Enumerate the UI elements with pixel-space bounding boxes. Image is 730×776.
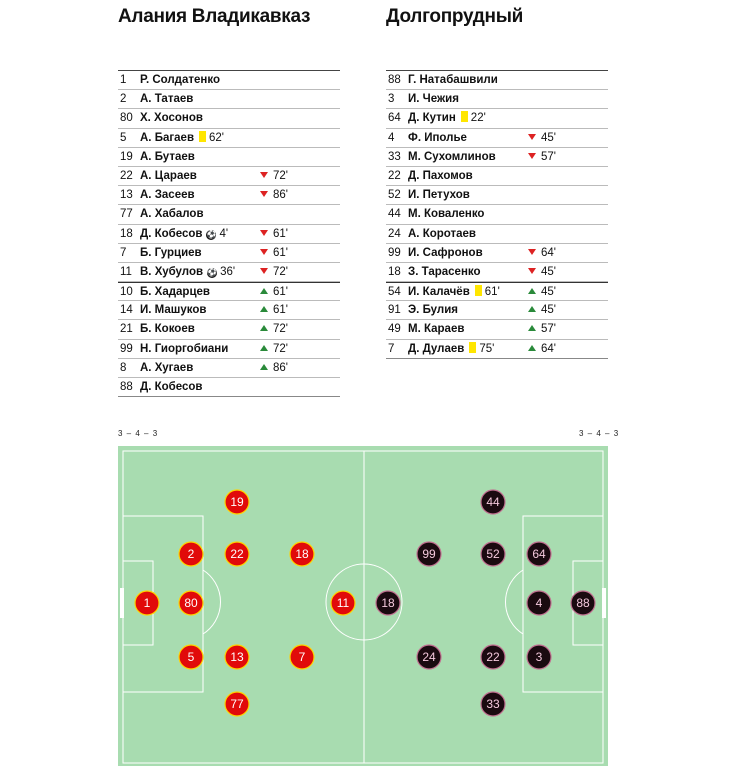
player-name [408,129,467,148]
token-number: 88 [576,596,590,610]
lineup-row [386,263,608,282]
sub-in-arrow-icon [260,345,268,351]
player-number: 54 [388,286,401,299]
player-number: 18 [120,227,133,240]
player-name-text: Б. Кокоев [140,323,195,336]
player-name-text: Б. Гурциев [140,246,202,259]
token-number: 18 [381,596,395,610]
player-name-text: М. Караев [408,323,465,336]
player-name [408,301,458,320]
sub-out-arrow-icon [260,268,268,274]
lineup-row [386,320,608,339]
sub-in-arrow-icon [528,306,536,312]
sub-in-arrow-icon [528,288,536,294]
lineup-row [118,244,340,263]
substitution [260,320,288,339]
substitution [528,340,556,359]
player-name-text: И. Петухов [408,189,470,202]
sub-in-arrow-icon [260,306,268,312]
token-number: 22 [230,547,244,561]
sub-minute: 57' [541,150,556,163]
lineup-row [118,186,340,205]
yellow-card-icon [469,342,476,353]
pitch-diagram [118,446,608,766]
lineup-row [118,301,340,320]
token-number: 24 [422,650,436,664]
token-number: 99 [422,547,436,561]
sub-minute: 61' [273,304,288,317]
sub-out-arrow-icon [528,153,536,159]
lineup-row [118,129,340,148]
substitution [260,340,288,359]
goal-ball-icon: ⚽ [206,229,217,239]
sub-in-arrow-icon [260,325,268,331]
away-team-title: Долгопрудный [386,6,524,27]
token-number: 33 [486,697,500,711]
sub-minute: 64' [541,342,556,355]
lineup-row [118,148,340,167]
player-number: 3 [388,93,395,106]
token-number: 13 [230,650,244,664]
player-name [140,205,204,224]
player-name-text: И. Чежия [408,93,459,106]
player-name-text: Д. Кутин [408,112,456,125]
player-number: 99 [120,342,133,355]
player-number: 21 [120,323,133,336]
lineup-row [118,263,340,282]
player-name [140,320,195,339]
card-minute: 22' [470,112,486,125]
away-player-token [571,591,595,615]
player-name-text: З. Тарасенко [408,265,481,278]
token-number: 64 [532,547,546,561]
away-player-token [376,591,400,615]
player-name-text: В. Хубулов [140,265,204,278]
player-name-text: Д. Дулаев [408,342,465,355]
token-number: 1 [143,596,151,610]
player-name [140,186,195,205]
sub-minute: 72' [273,265,288,278]
substitution [260,359,288,378]
player-name-text: А. Цараев [140,169,197,182]
sub-minute: 45' [541,265,556,278]
player-name [408,263,481,282]
player-name-text: Р. Солдатенко [140,74,220,86]
token-number: 18 [295,547,309,561]
sub-minute: 72' [273,323,288,336]
home-player-token [225,645,249,669]
lineup-row [118,282,340,301]
player-number: 22 [120,169,133,182]
lineup-row [386,71,608,90]
away-player-token [481,490,505,514]
player-number: 24 [388,227,401,240]
substitution [260,244,288,263]
pitch [118,446,608,766]
player-name [140,90,193,109]
player-number: 8 [120,361,127,374]
token-number: 11 [336,596,350,610]
away-player-token [417,542,441,566]
substitution [528,283,556,302]
token-number: 52 [486,547,500,561]
player-name [140,71,220,90]
player-number: 22 [388,169,401,182]
token-number: 2 [187,547,195,561]
player-name [140,129,224,148]
player-number: 88 [388,74,401,86]
player-name-text: А. Хабалов [140,208,204,221]
yellow-card-icon [461,111,468,122]
lineup-row [118,109,340,128]
player-name-text: М. Коваленко [408,208,485,221]
away-player-token [527,542,551,566]
sub-minute: 86' [273,189,288,202]
player-name-text: И. Машуков [140,304,207,317]
player-name [140,263,235,282]
sub-minute: 72' [273,342,288,355]
player-number: 1 [120,74,127,86]
sub-minute: 72' [273,169,288,182]
player-name [408,71,498,90]
token-number: 19 [230,495,244,509]
card-minute: 62' [209,131,225,144]
sub-in-arrow-icon [528,325,536,331]
sub-minute: 61' [273,227,288,240]
home-player-token [179,542,203,566]
player-number: 7 [120,246,127,259]
lineup-row [118,340,340,359]
sub-minute: 86' [273,361,288,374]
player-name-text: Д. Пахомов [408,169,473,182]
away-lineup-list [386,70,608,359]
substitution [260,167,288,186]
player-name [408,167,473,186]
sub-minute: 61' [273,246,288,259]
player-name-text: Э. Булия [408,304,459,317]
away-player-token [527,591,551,615]
player-number: 2 [120,93,127,106]
player-name [140,340,228,359]
home-player-token [290,645,314,669]
substitution [528,148,556,167]
player-number: 14 [120,304,133,317]
lineup-row [118,167,340,186]
lineup-row [386,167,608,186]
lineup-row [386,340,608,359]
token-number: 44 [486,495,500,509]
away-formation: 3 – 4 – 3 [579,429,620,438]
player-number: 44 [388,208,401,221]
home-player-token [179,645,203,669]
player-name-text: А. Хугаев [140,361,194,374]
lineup-row [386,301,608,320]
player-number: 10 [120,286,133,299]
lineup-row [118,359,340,378]
lineup-row [386,244,608,263]
lineup-row [386,225,608,244]
sub-minute: 45' [541,304,556,317]
yellow-card-icon [475,285,482,296]
player-number: 4 [388,131,395,144]
player-number: 91 [388,304,401,317]
away-player-token [481,542,505,566]
player-name-text: Б. Хадарцев [140,286,210,299]
home-goal [120,588,124,618]
sub-minute: 45' [541,286,556,299]
home-player-token [225,692,249,716]
lineup-row [118,71,340,90]
player-name [408,148,496,167]
substitution [260,263,288,282]
lineup-row [386,129,608,148]
player-name-text: Х. Хосонов [140,112,203,125]
sub-out-arrow-icon [528,249,536,255]
player-name [408,90,459,109]
sub-out-arrow-icon [260,172,268,178]
away-player-token [481,692,505,716]
substitution [260,225,288,244]
sub-in-arrow-icon [528,345,536,351]
substitution [528,320,556,339]
player-name [408,186,470,205]
substitution [260,283,288,302]
sub-minute: 64' [541,246,556,259]
substitution [528,244,556,263]
home-player-token [225,542,249,566]
player-number: 80 [120,112,133,125]
player-number: 99 [388,246,401,259]
player-name-text: А. Багаев [140,131,195,144]
card-minute: 75' [479,342,495,355]
player-number: 13 [120,189,133,202]
goal-minute: 4' [219,227,229,240]
sub-in-arrow-icon [260,364,268,370]
sub-minute: 45' [541,131,556,144]
card-minute: 61' [484,286,500,299]
goal-minute: 36' [220,265,236,278]
player-name [140,148,195,167]
goal-ball-icon: ⚽ [207,267,218,277]
player-number: 7 [388,342,395,355]
token-number: 77 [230,697,244,711]
player-name [408,205,484,224]
player-name-text: Г. Натабашвили [408,74,498,86]
player-number: 11 [120,265,132,278]
player-name-text: Д. Кобесов [140,381,203,393]
sub-out-arrow-icon [260,249,268,255]
player-name [408,225,476,244]
player-number: 77 [120,208,133,221]
lineup-row [118,225,340,244]
player-name [140,109,203,128]
lineup-row [386,90,608,109]
player-name-text: И. Сафронов [408,246,483,259]
token-number: 80 [184,596,198,610]
home-formation: 3 – 4 – 3 [118,429,159,438]
lineup-row [118,90,340,109]
lineup-row [386,282,608,301]
home-player-token [331,591,355,615]
lineup-row [386,109,608,128]
substitution [528,129,556,148]
player-number: 5 [120,131,127,144]
substitution [260,301,288,320]
player-number: 64 [388,112,401,125]
sub-out-arrow-icon [528,268,536,274]
away-player-token [481,645,505,669]
player-name-text: М. Сухомлинов [408,150,496,163]
player-name [140,244,202,263]
substitution [528,263,556,282]
sub-out-arrow-icon [260,191,268,197]
player-name [140,167,197,186]
substitution [528,301,556,320]
away-goal [602,588,606,618]
home-player-token [135,591,159,615]
lineup-row [386,205,608,224]
token-number: 5 [187,650,195,664]
sub-in-arrow-icon [260,288,268,294]
player-name [140,378,202,397]
token-number: 3 [535,650,543,664]
lineup-row [118,205,340,224]
token-number: 7 [298,650,306,664]
sub-minute: 61' [273,286,288,299]
player-name [408,244,483,263]
player-name [408,109,486,128]
lineup-row [118,378,340,397]
player-number: 19 [120,150,133,163]
player-name-text: А. Засеев [140,189,195,202]
player-number: 52 [388,189,401,202]
player-name [408,340,494,359]
player-name [408,283,500,302]
player-name [140,301,206,320]
player-number: 49 [388,323,401,336]
sub-out-arrow-icon [260,230,268,236]
player-name-text: Н. Гиоргобиани [140,342,229,355]
away-player-token [417,645,441,669]
home-team-title: Алания Владикавказ [118,6,311,27]
player-number: 33 [388,150,401,163]
player-name-text: А. Татаев [140,93,194,106]
token-number: 4 [535,596,543,610]
sub-minute: 57' [541,323,556,336]
player-name-text: А. Коротаев [408,227,476,240]
home-player-token [179,591,203,615]
token-number: 22 [486,650,500,664]
player-number: 18 [388,265,401,278]
lineup-row [118,320,340,339]
player-name-text: Д. Кобесов [140,227,203,240]
home-player-token [225,490,249,514]
player-name [140,283,210,302]
substitution [260,186,288,205]
player-name-text: А. Бутаев [140,150,195,163]
home-lineup-list [118,70,340,397]
player-name [140,225,228,244]
lineup-row [386,186,608,205]
player-number: 88 [120,381,133,393]
player-name-text: Ф. Иполье [408,131,467,144]
player-name [408,320,464,339]
player-name-text: И. Калачёв [408,286,470,299]
sub-out-arrow-icon [528,134,536,140]
lineup-row [386,148,608,167]
player-name [140,359,193,378]
yellow-card-icon [199,131,206,142]
away-player-token [527,645,551,669]
home-player-token [290,542,314,566]
